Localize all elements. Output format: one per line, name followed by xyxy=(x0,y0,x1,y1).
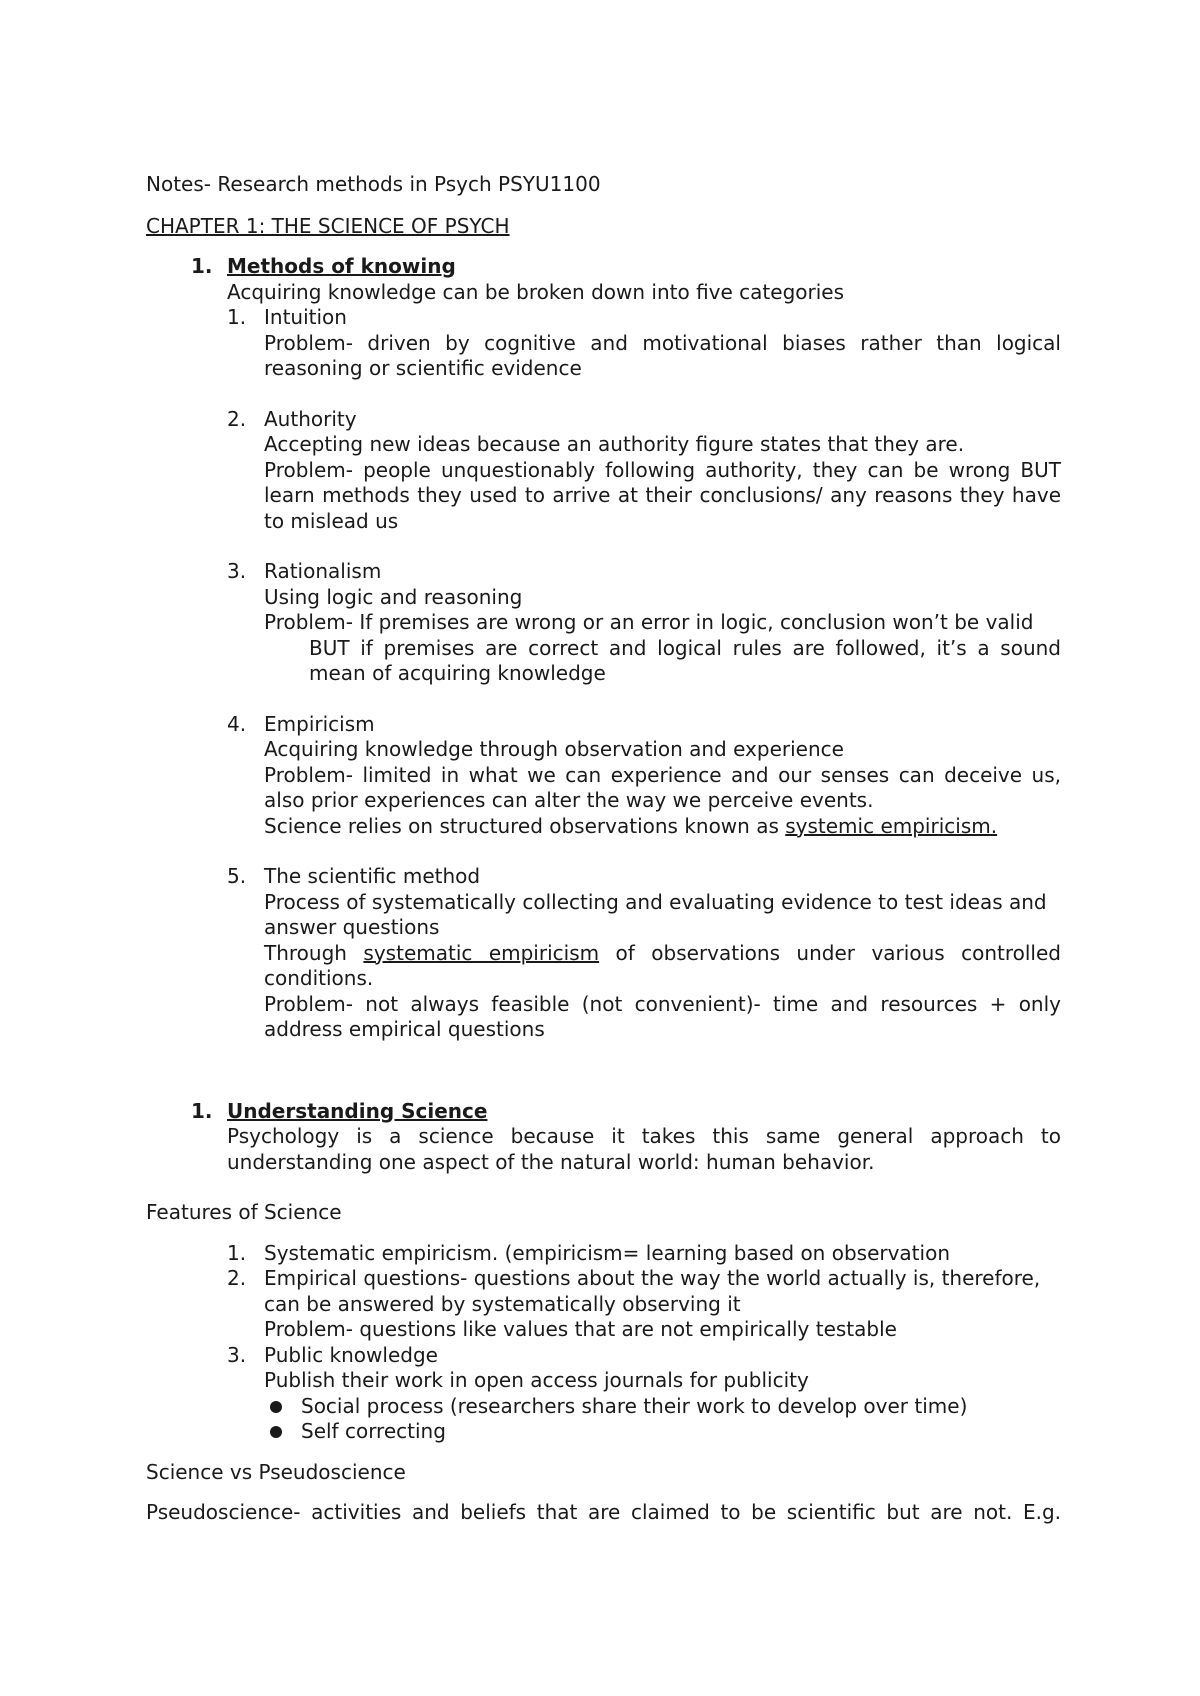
item-problem-continued: BUT if premises are correct and logical rules are followed, it’s a sound mean of acquiring knowledge xyxy=(309,635,1061,685)
feature-text: Public knowledge xyxy=(264,1342,438,1367)
item-number: 2. xyxy=(227,1266,247,1290)
section-heading: Understanding Science xyxy=(227,1098,488,1123)
item-problem: Problem- driven by cognitive and motivational biases rather than logical reasoning or scientific evidence xyxy=(264,330,1061,380)
item-description: Using logic and reasoning xyxy=(264,584,523,609)
section-text: Psychology is a science because it takes this same general approach to understanding one aspect of the natural world: human behavior. xyxy=(227,1124,1061,1174)
chapter-heading: CHAPTER 1: THE SCIENCE OF PSYCH xyxy=(146,213,510,238)
section-intro: Acquiring knowledge can be broken down into five categories xyxy=(227,279,845,304)
item-title: Rationalism xyxy=(264,559,382,583)
item-description: Process of systematically collecting and evaluating evidence to test ideas and answer questions xyxy=(264,889,1047,939)
item-title: Authority xyxy=(264,406,357,431)
bullet-item xyxy=(146,1419,1061,1445)
item-number: 5. xyxy=(227,864,247,888)
pseudo-heading: Science vs Pseudoscience xyxy=(146,1459,406,1484)
note-text: Science relies on structured observations known as xyxy=(264,813,786,838)
page-title: Notes- Research methods in Psych PSYU1100 xyxy=(146,172,601,196)
list-item-authority xyxy=(146,407,1061,535)
item-description: Acquiring knowledge through observation and experience xyxy=(264,737,844,761)
bullet-text: Social process (researchers share their work to develop over time) xyxy=(301,1393,968,1418)
bullet-item xyxy=(146,1394,1061,1420)
feature-item xyxy=(146,1343,1061,1394)
section-heading: Methods of knowing xyxy=(227,254,456,278)
section-methods-of-knowing xyxy=(146,254,1061,280)
item-note xyxy=(264,814,1061,840)
item-problem: Problem- If premises are wrong or an error in logic, conclusion won’t be valid xyxy=(264,610,1034,634)
feature-problem: Problem- questions like values that are not empirically testable xyxy=(264,1317,897,1341)
item-number: 2. xyxy=(227,406,247,431)
item-number: 3. xyxy=(227,559,247,583)
through-text: Through xyxy=(264,940,364,965)
list-item-rationalism xyxy=(146,559,1061,687)
section-number: 1. xyxy=(191,1098,213,1123)
item-title: The scientific method xyxy=(264,864,481,888)
underlined-term: systemic empiricism. xyxy=(785,813,998,838)
item-through xyxy=(264,941,1061,992)
feature-sub: Publish their work in open access journals for publicity xyxy=(264,1368,809,1392)
item-problem: Problem- not always feasible (not convenient)- time and resources + only address empirical questions xyxy=(264,991,1061,1041)
section-number: 1. xyxy=(191,254,213,278)
list-item-intuition xyxy=(146,305,1061,382)
item-number: 1. xyxy=(227,1240,247,1265)
feature-text: Systematic empiricism. (empiricism= learning based on observation xyxy=(264,1240,950,1265)
bullet-icon xyxy=(270,1426,282,1438)
feature-item xyxy=(146,1266,1061,1343)
item-number: 1. xyxy=(227,305,247,329)
item-title: Intuition xyxy=(264,305,347,329)
item-title: Empiricism xyxy=(264,711,375,736)
item-description: Accepting new ideas because an authority figure states that they are. xyxy=(264,432,965,456)
list-item-empiricism xyxy=(146,712,1061,840)
feature-item xyxy=(146,1241,1061,1267)
item-problem: Problem- people unquestionably following authority, they can be wrong BUT learn methods they used to arrive at their conclusions/ any reasons they have to mislead us xyxy=(264,457,1061,533)
item-number: 4. xyxy=(227,711,247,736)
document-page xyxy=(146,172,1061,1526)
feature-text: Empirical questions- questions about the way the world actually is, therefore, can be answered by systematically observing it xyxy=(264,1266,1041,1316)
pseudo-text: Pseudoscience- activities and beliefs that are claimed to be scientific but are not. E.g. xyxy=(146,1500,1061,1524)
underlined-term: systematic empiricism xyxy=(363,940,600,965)
through-text-end: of observations under various controlled conditions. xyxy=(264,940,1061,990)
section-understanding-science xyxy=(146,1099,1061,1176)
item-problem: Problem- limited in what we can experience and our senses can deceive us, also prior experiences can alter the way we perceive events. xyxy=(264,762,1061,812)
item-number: 3. xyxy=(227,1342,247,1367)
bullet-icon xyxy=(270,1401,282,1413)
list-item-scientific-method xyxy=(146,864,1061,1043)
bullet-text: Self correcting xyxy=(301,1419,446,1443)
features-heading: Features of Science xyxy=(146,1200,342,1224)
